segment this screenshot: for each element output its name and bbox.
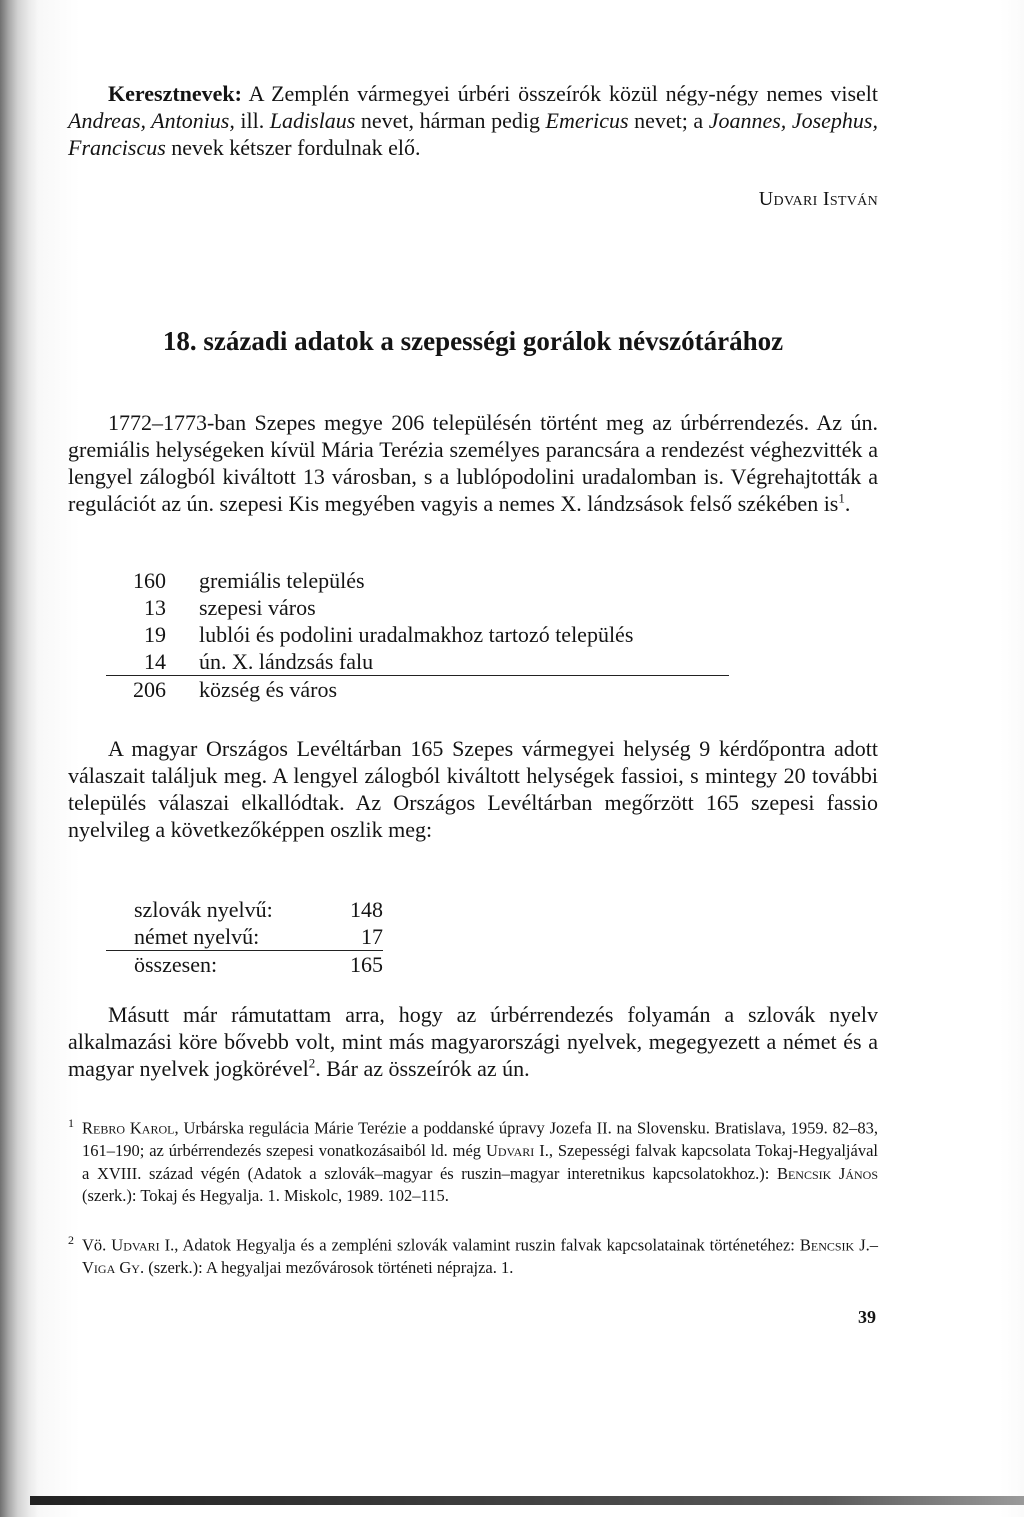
table-cell-label: összesen: [134,952,218,977]
table-cell-text: lublói és podolini uradalmakhoz tartozó település [199,622,634,647]
text-run: J.– [854,1235,878,1255]
author-name: Viga [82,1258,116,1277]
table-row [106,621,729,648]
bottom-edge-shadow [30,1496,1024,1505]
italic-names: Joannes, Josephus, Franciscus [68,108,878,160]
table-cell-number: 14 [144,649,166,674]
text-run: I., Szepességi falvak kapcsolata Tokaj-Hegyaljával a XVIII. század végén (Adatok a szlovák–magyar és ruszin–magyar interetnikus kapcsolatokhoz.): [82,1141,878,1183]
keresztnevek-paragraph [68,80,878,161]
table-cell-text: gremiális település [199,568,365,593]
text-run: nevet; a [628,108,709,133]
text-run: (szerk.): Tokaj és Hegyalja. 1. Miskolc, 1989. 102–115. [82,1186,449,1205]
text-run: . [844,491,851,516]
table-row [106,648,729,676]
table-total-row [106,676,729,703]
table-cell-value: 165 [350,952,383,977]
table-cell-value: 148 [350,897,383,922]
text-run: . (szerk.): A hegyaljai mezővárosok történeti néprajza. 1. [139,1258,514,1277]
author-name: Udvari [111,1235,160,1255]
table-cell-text: község és város [199,677,338,702]
footnote-1 [68,1112,878,1208]
footnote-ref: 1 [838,490,845,506]
footnote-body [68,1229,878,1280]
footnote-body [68,1112,878,1208]
text-run: I., Adatok Hegyalja és a zempléni szlovák valamint ruszin falvak kapcsolatainak történetéhez: [159,1235,800,1255]
table-row [106,896,383,923]
text-run: Vö. [82,1235,112,1255]
table-total-row [106,951,383,978]
paragraph-3 [68,1001,878,1082]
author-name: Rebro Karol [82,1118,175,1138]
italic-names: Andreas, Antonius, [68,108,235,133]
footnote-ref: 2 [308,1055,316,1071]
footnote-mark: 1 [68,1116,74,1130]
text-run: A Zemplén vármegyei úrbéri összeírók közül négy-négy nemes viselt [242,81,878,106]
paragraph-2: A magyar Országos Levéltárban 165 Szepes vármegyei helység 9 kérdőpontra adott válaszait találjuk meg. A lengyel zálogból kiváltott helységek fassioi, s mintegy 20 további település válaszai elkallódtak. Az Országos Levéltárban megőrzött 165 szepesi fassio nyelvileg a következőképpen oszlik meg: [68,736,878,842]
table-row [106,923,383,951]
paragraph-1 [68,409,878,517]
author-name: Bencsik [799,1235,855,1255]
footnote-mark: 2 [68,1233,74,1247]
author-name: Gy [119,1258,140,1277]
italic-names: Ladislaus [269,108,356,133]
footnote-2 [68,1229,878,1280]
table-cell-number: 19 [144,622,166,647]
settlement-table [106,567,729,703]
text-run: ill. [234,108,270,133]
table-cell-number: 160 [133,568,166,593]
text-run: nevet, hárman pedig [355,108,546,133]
keresztnevek-label: Keresztnevek: [108,81,242,106]
language-table [106,896,383,978]
table-cell-text: szepesi város [199,595,316,620]
text-run: , Urbárska regulácia Márie Terézie a poddanské úpravy Jozefa II. na Slovensku. Bratislava, 1959. 82–83, 161–190; az úrbérrendezés szepesi vonatkozásaiból ld. még [82,1118,879,1160]
text-run: nevek kétszer fordulnak elő. [165,135,421,160]
table-cell-number: 13 [144,595,166,620]
italic-names: Emericus [545,108,629,133]
author-signature: Udvari István [758,188,878,210]
author-name: Udvari [485,1141,535,1160]
table-cell-value: 17 [361,924,383,949]
table-cell-label: német nyelvű: [134,924,260,949]
text-run: Másutt már rámutattam arra, hogy az úrbérrendezés folyamán a szlovák nyelv alkalmazási köre bővebb volt, mint más magyarországi nyelvek, megegyezett a német és a magyar nyelvek jogkörével [68,1002,878,1081]
article-heading: 18. századi adatok a szepességi gorálok névszótárához [162,326,784,356]
text-run: 1772–1773-ban Szepes megye 206 településén történt meg az úrbérrendezés. Az ún. gremiális helységeken kívül Mária Terézia személyes parancsára a rendezést véghezvitték a lengyel zálogból kiváltott 13 városban, s a lublópodolini uradalomban is. Végrehajtották a regulációt az ún. szepesi Kis megyében vagyis a nemes X. lándzsások felső székében is [68,410,878,516]
page-number: 39 [858,1307,876,1327]
table-row [106,594,729,621]
table-cell-text: ún. X. lándzsás falu [199,649,374,674]
table-cell-number: 206 [133,677,166,702]
text-run: . Bár az összeírók az ún. [315,1056,530,1081]
table-cell-label: szlovák nyelvű: [134,897,273,922]
table-row [106,567,729,594]
author-name: Bencsik János [776,1163,878,1183]
book-spine-shadow [0,0,38,1517]
